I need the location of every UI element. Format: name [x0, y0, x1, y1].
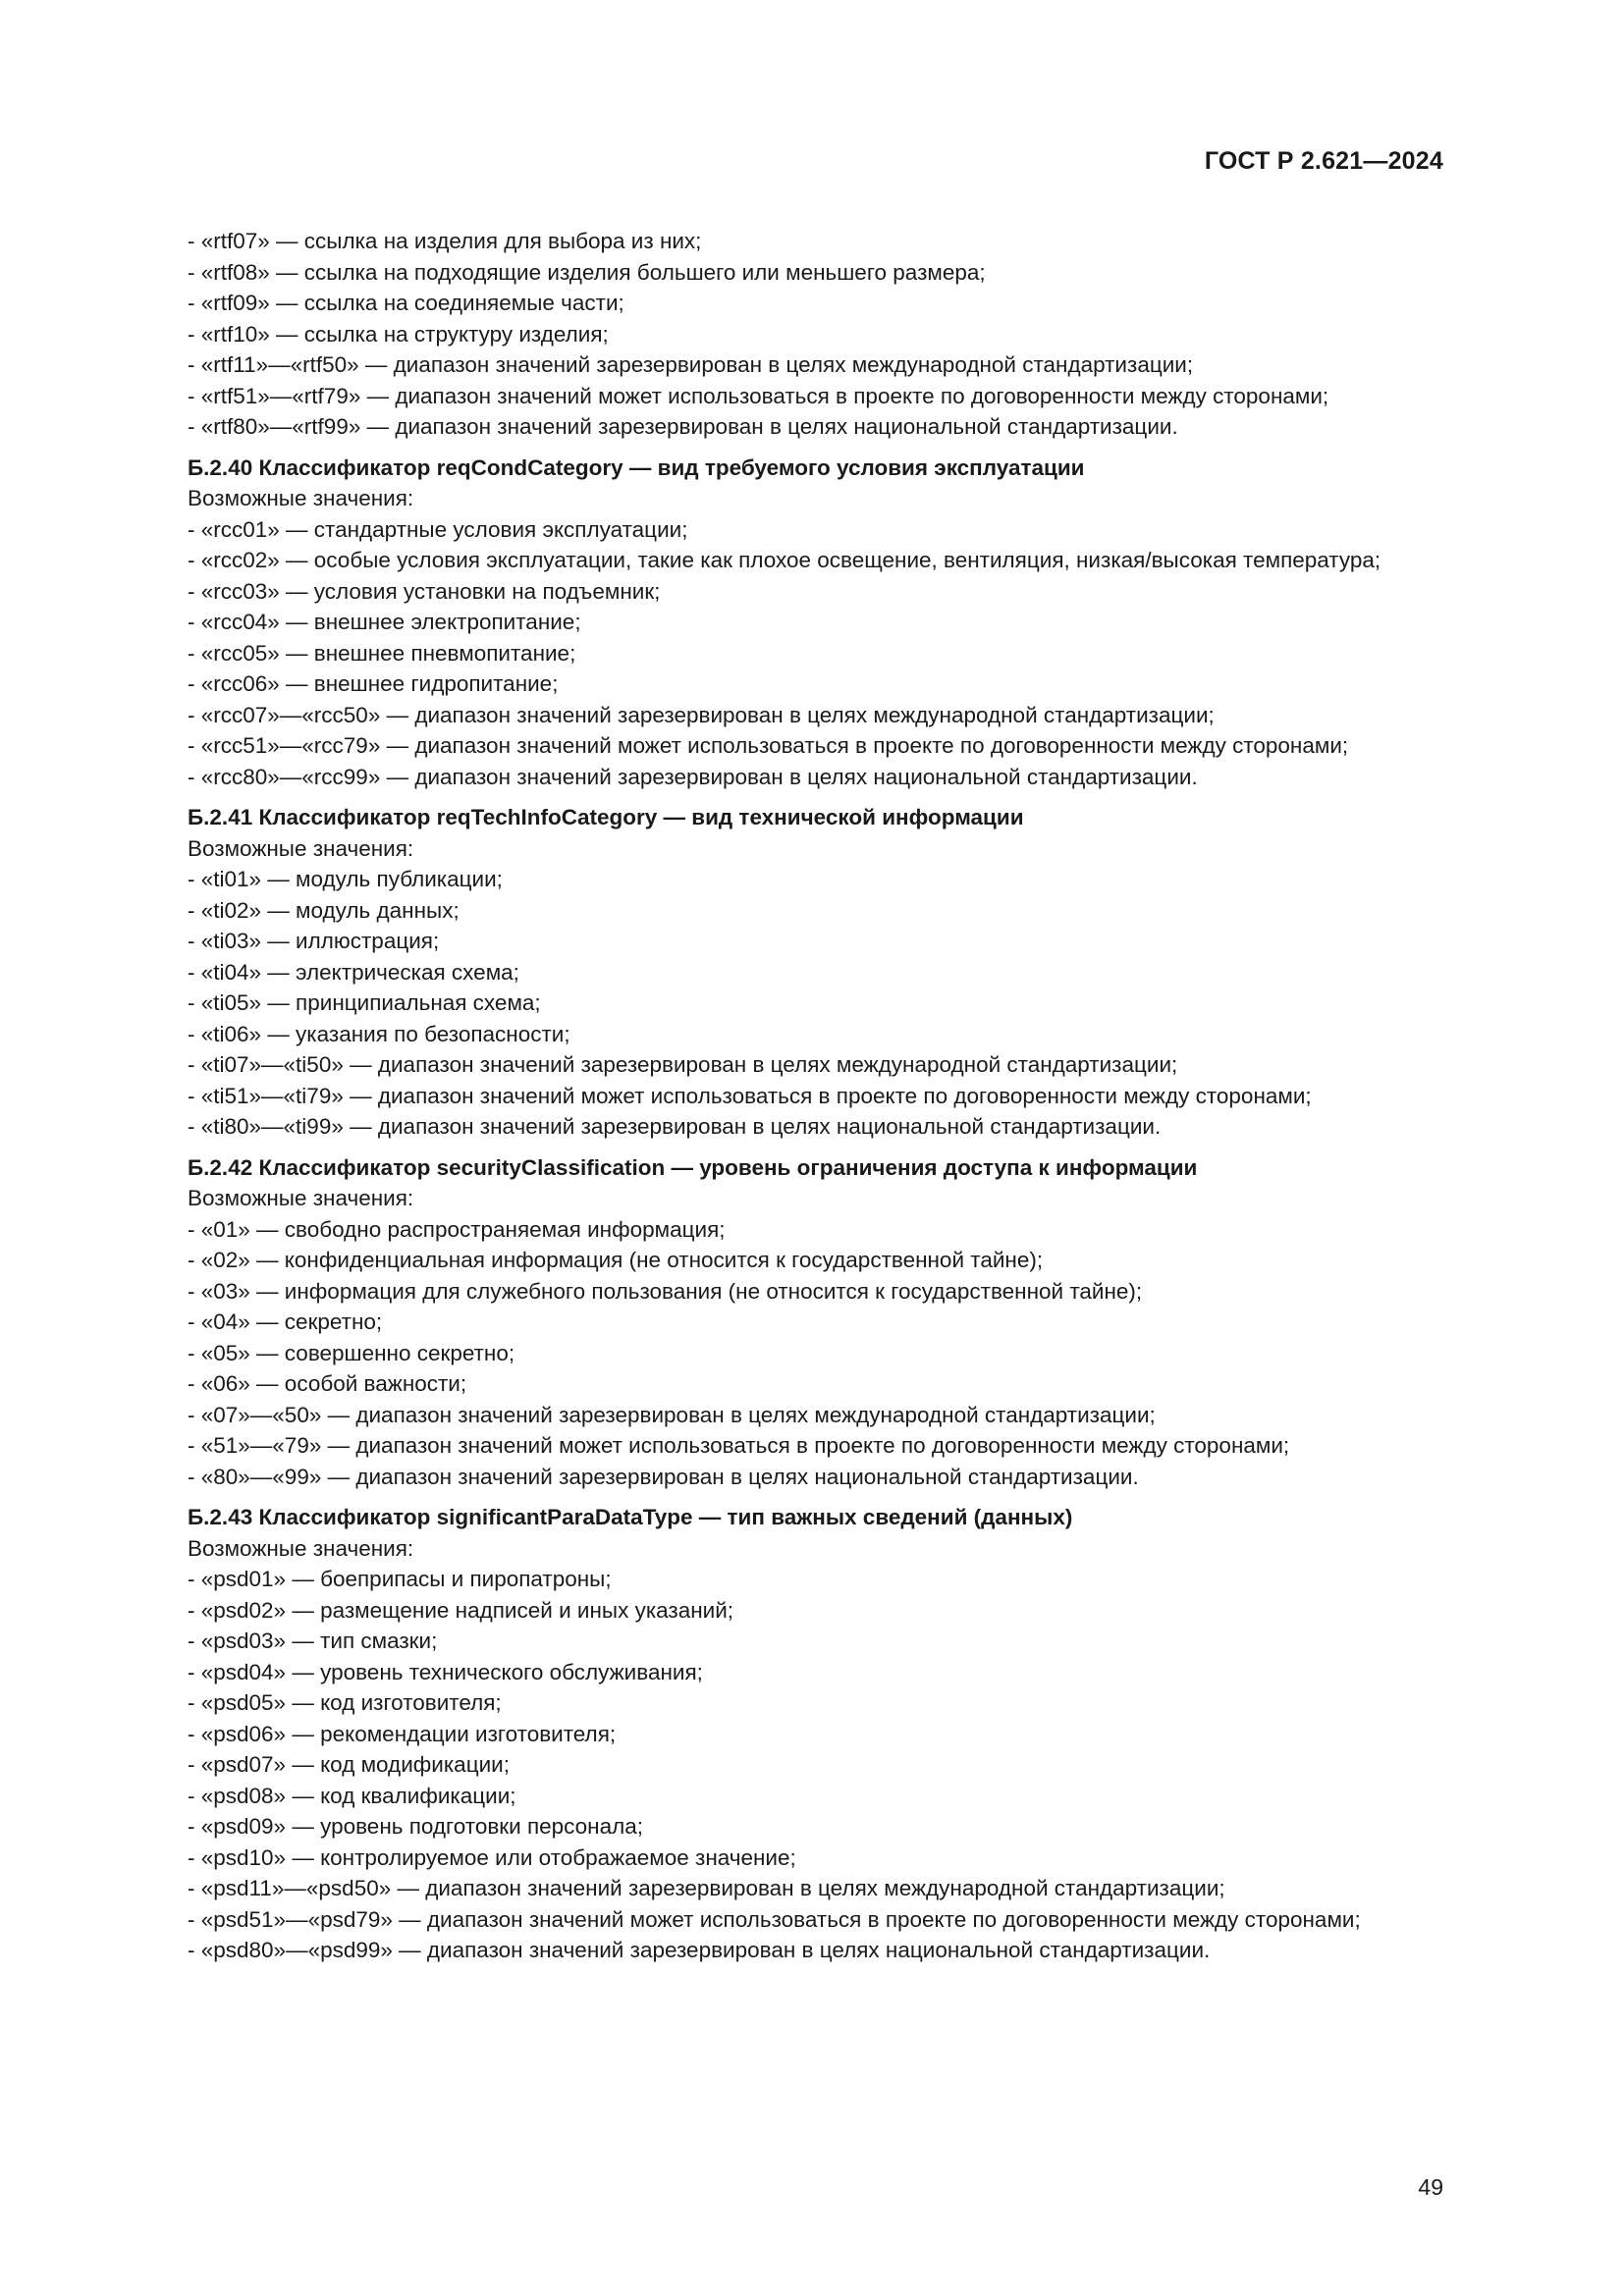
list-item: - «psd04» — уровень технического обслуживания; [188, 1659, 703, 1684]
list-item: - «rcc02» — особые условия эксплуатации, такие как плохое освещение, вентиляция, низкая/высокая температура; [188, 548, 1381, 572]
list-item: - «psd08» — код квалификации; [188, 1783, 516, 1808]
list-item: - «ti04» — электрическая схема; [188, 959, 519, 985]
list-item: - «psd03» — тип смазки; [188, 1629, 438, 1653]
list-item: - «rtf09» — ссылка на соединяемые части; [188, 291, 624, 315]
page-number: 49 [1418, 2174, 1443, 2200]
list-item: - «rcc01» — стандартные условия эксплуатации; [188, 516, 688, 542]
list-item: - «03» — информация для служебного пользования (не относится к государственной тайне); [188, 1278, 1143, 1304]
section-b-2-42 [115, 1152, 1443, 1493]
list-item: - «02» — конфиденциальная информация (не относится к государственной тайне); [188, 1248, 1044, 1272]
list-item: - «ti05» — принципиальная схема; [188, 990, 541, 1015]
list-item: - «psd06» — рекомендации изготовителя; [188, 1721, 617, 1746]
list-item: - «ti02» — модуль данных; [188, 897, 460, 923]
list-item: - «psd01» — боеприпасы и пиропатроны; [188, 1567, 612, 1591]
list-item: - «01» — свободно распространяемая информация; [188, 1216, 726, 1242]
section-title: Б.2.41 Классификатор reqTechInfoCategory — вид технической информации [188, 805, 1024, 829]
list-item: - «psd11»—«psd50» — диапазон значений зарезервирован в целях международной стандартизации; [188, 1876, 1225, 1900]
section-intro: Возможные значения: [188, 1535, 414, 1561]
list-item: - «ti07»—«ti50» — диапазон значений зарезервирован в целях международной стандартизации; [188, 1052, 1178, 1077]
section-b-2-40 [115, 453, 1443, 793]
list-item: - «ti01» — модуль публикации; [188, 867, 503, 891]
section-intro: Возможные значения: [188, 486, 414, 510]
list-item: - «psd10» — контролируемое или отображаемое значение; [188, 1844, 796, 1870]
list-item: - «psd09» — уровень подготовки персонала; [188, 1814, 644, 1839]
list-item: - «rcc07»—«rcc50» — диапазон значений зарезервирован в целях международной стандартизации; [188, 702, 1215, 727]
list-item: - «psd05» — код изготовителя; [188, 1690, 502, 1715]
list-item: - «rcc05» — внешнее пневмопитание; [188, 640, 576, 666]
list-item: - «rtf51»—«rtf79» — диапазон значений может использоваться в проекте по договоренности между сторонами; [188, 383, 1329, 408]
section-title: Б.2.43 Классификатор significantParaDataType — тип важных сведений (данных) [188, 1505, 1073, 1529]
list-item: - «rtf10» — ссылка на структуру изделия; [188, 321, 609, 347]
list-item: - «rtf08» — ссылка на подходящие изделия большего или меньшего размера; [188, 259, 986, 285]
section-b-2-43 [115, 1502, 1443, 1966]
list-item: - «psd07» — код модификации; [188, 1752, 510, 1777]
list-item: - «psd02» — размещение надписей и иных указаний; [188, 1597, 734, 1623]
list-item: - «ti80»—«ti99» — диапазон значений зарезервирован в целях национальной стандартизации. [188, 1114, 1162, 1139]
list-item: - «80»—«99» — диапазон значений зарезервирован в целях национальной стандартизации. [188, 1464, 1139, 1489]
list-item: - «ti06» — указания по безопасности; [188, 1021, 570, 1046]
list-item: - «07»—«50» — диапазон значений зарезервирован в целях международной стандартизации; [188, 1402, 1156, 1427]
section-title: Б.2.40 Классификатор reqCondCategory — вид требуемого условия эксплуатации [188, 454, 1085, 480]
section-intro: Возможные значения: [188, 1186, 414, 1210]
list-item: - «51»—«79» — диапазон значений может использоваться в проекте по договоренности между сторонами; [188, 1433, 1290, 1458]
list-item: - «psd51»—«psd79» — диапазон значений может использоваться в проекте по договоренности между сторонами; [188, 1906, 1361, 1932]
list-item: - «rcc04» — внешнее электропитание; [188, 610, 581, 634]
list-item: - «rcc03» — условия установки на подъемник; [188, 578, 661, 604]
list-item: - «rcc51»—«rcc79» — диапазон значений может использоваться в проекте по договоренности между сторонами; [188, 733, 1349, 758]
list-item: - «04» — секретно; [188, 1309, 383, 1334]
list-item: - «ti51»—«ti79» — диапазон значений может использоваться в проекте по договоренности между сторонами; [188, 1083, 1312, 1108]
list-item: - «psd80»—«psd99» — диапазон значений зарезервирован в целях национальной стандартизации. [188, 1938, 1211, 1962]
section-title: Б.2.42 Классификатор securityClassification — уровень ограничения доступа к информации [188, 1154, 1198, 1180]
list-item: - «ti03» — иллюстрация; [188, 929, 440, 953]
list-item: - «rtf07» — ссылка на изделия для выбора из них; [188, 229, 702, 253]
section-b-2-41 [115, 802, 1443, 1143]
list-item: - «rtf11»—«rtf50» — диапазон значений зарезервирован в целях международной стандартизации; [188, 352, 1194, 377]
list-item: - «rcc80»—«rcc99» — диапазон значений зарезервирован в целях национальной стандартизации. [188, 764, 1198, 789]
list-item: - «rtf80»—«rtf99» — диапазон значений зарезервирован в целях национальной стандартизации. [188, 414, 1178, 439]
list-item: - «rcc06» — внешнее гидропитание; [188, 671, 559, 696]
list-item: - «05» — совершенно секретно; [188, 1340, 515, 1365]
document-body [115, 226, 1443, 1966]
document-header-code: ГОСТ Р 2.621—2024 [1204, 147, 1443, 175]
section-intro: Возможные значения: [188, 835, 414, 861]
list-item: - «06» — особой важности; [188, 1371, 467, 1396]
rtf-list [115, 226, 1443, 443]
